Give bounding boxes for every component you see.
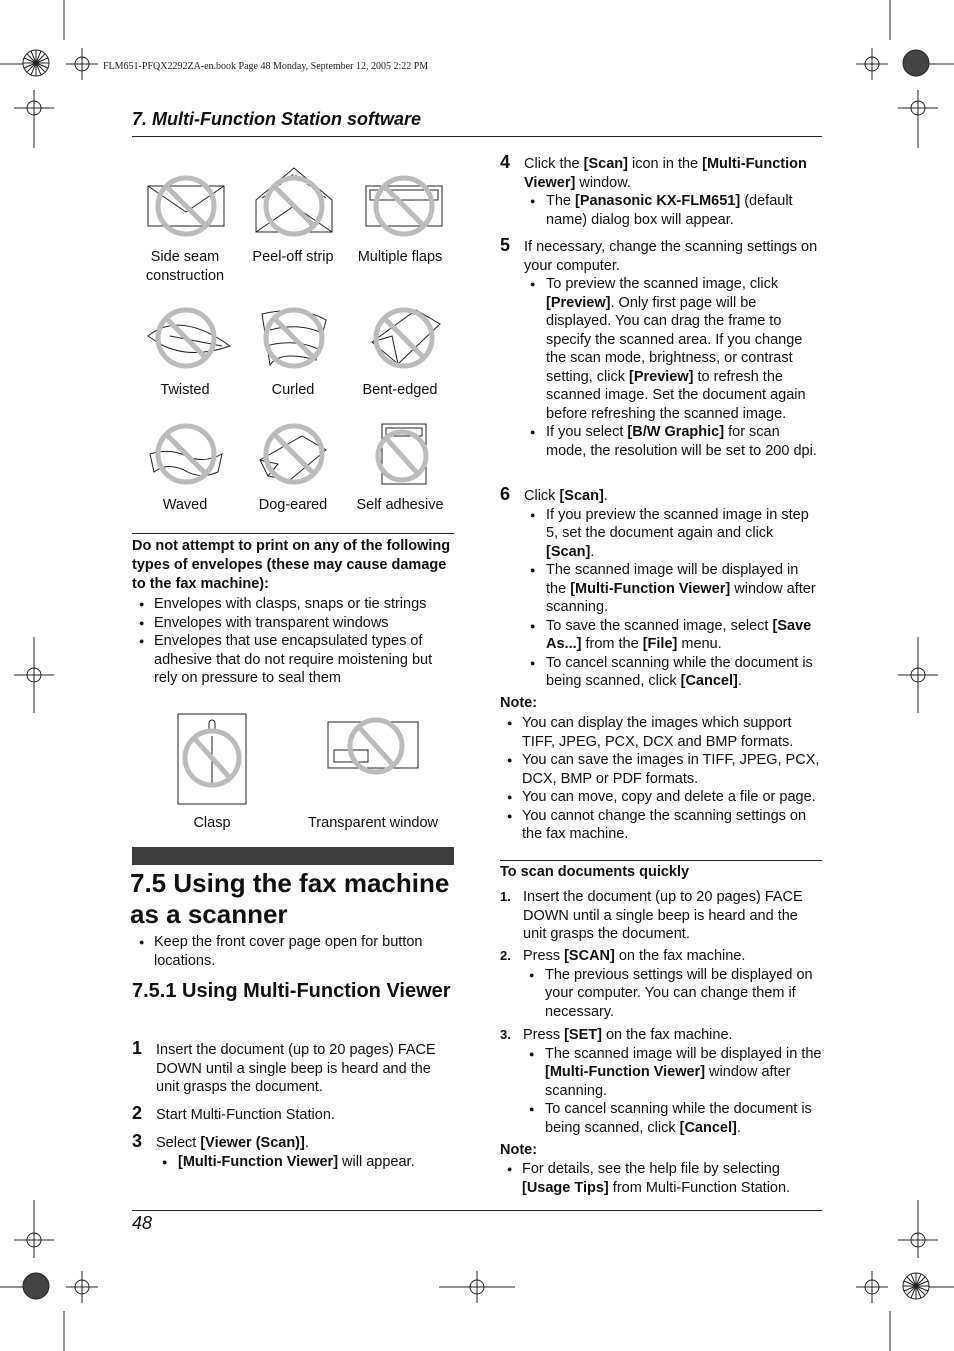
- step-5: [500, 235, 822, 460]
- step-text: Insert the document (up to 20 pages) FACE DOWN until a single beep is heard and the unit grasps the document.: [523, 889, 803, 942]
- list-item: ● If you preview the scanned image in step 5, set the document again and click [Scan].: [524, 506, 822, 562]
- section-bar: [132, 847, 454, 865]
- list-item: ● For details, see the help file by selecting [Usage Tips] from Multi-Function Station.: [500, 1160, 822, 1197]
- step-text: If necessary, change the scanning settings on your computer.: [524, 239, 818, 274]
- step-text: Press [SET] on the fax machine.: [523, 1027, 733, 1043]
- list-item: ● [Multi-Function Viewer] will appear.: [156, 1153, 478, 1172]
- label-multiple-flaps: Multiple flaps: [357, 249, 443, 265]
- list-item: ● Keep the front cover page open for button locations.: [132, 933, 454, 970]
- quick-step-1: [500, 888, 822, 944]
- step-number: 1: [132, 1038, 143, 1058]
- list-item: ● You cannot change the scanning settings on the fax machine.: [500, 807, 822, 844]
- curled-envelope-icon: [262, 310, 326, 366]
- waved-envelope-icon: [150, 426, 222, 482]
- page-number: 48: [132, 1213, 153, 1233]
- step-number: 3: [132, 1131, 143, 1151]
- list-item: ● To save the scanned image, select [Save As...] from the [File] menu.: [524, 617, 822, 654]
- label-clasp: Clasp: [193, 815, 231, 831]
- file-info-line: FLM651-PFQX2292ZA-en.book Page 48 Monday, September 12, 2005 2:22 PM: [103, 61, 429, 72]
- quick-step-3: [500, 1026, 822, 1137]
- warning-list: [132, 595, 454, 688]
- twisted-envelope-icon: [148, 310, 230, 366]
- step-number: 3.: [500, 1027, 511, 1042]
- step-sub-list: [524, 275, 822, 460]
- label-curled: Curled: [271, 382, 315, 398]
- step-sub-list: [156, 1153, 478, 1172]
- label-dog-eared: Dog-eared: [258, 497, 328, 513]
- label-side-seam: Side seam construction: [145, 249, 225, 284]
- step-text: Insert the document (up to 20 pages) FACE DOWN until a single beep is heard and the unit grasps the document.: [156, 1042, 436, 1095]
- step-text: Start Multi-Function Station.: [156, 1107, 335, 1123]
- multiple-flaps-envelope-icon: [366, 178, 442, 234]
- label-bent-edged: Bent-edged: [362, 382, 438, 398]
- step-text: Click the [Scan] icon in the [Multi-Function Viewer] window.: [524, 156, 807, 191]
- peel-off-strip-envelope-icon: [256, 168, 332, 234]
- section-title: 7. Multi-Function Station software: [132, 109, 421, 129]
- footer-rule: [132, 1210, 822, 1211]
- step-6: [500, 484, 822, 691]
- step-number: 2: [132, 1103, 143, 1123]
- step-number: 4: [500, 152, 511, 172]
- header-rule: [132, 136, 822, 137]
- self-adhesive-envelope-icon: [378, 424, 426, 484]
- clasp-envelope-icon: [178, 714, 246, 804]
- step-sub-list: [523, 966, 822, 1022]
- label-twisted: Twisted: [160, 382, 210, 398]
- label-peel-off-strip: Peel-off strip: [252, 249, 334, 265]
- bent-edged-envelope-icon: [372, 310, 440, 366]
- list-item: ● You can display the images which support TIFF, JPEG, PCX, DCX and BMP formats.: [500, 714, 822, 751]
- step-3: [132, 1131, 454, 1171]
- note-list: [500, 714, 822, 844]
- step-sub-list: [524, 192, 822, 229]
- label-self-adhesive: Self adhesive: [356, 497, 444, 513]
- dog-eared-envelope-icon: [260, 426, 326, 482]
- step-1: [132, 1038, 454, 1097]
- step-number: 2.: [500, 948, 511, 963]
- quick-scan-heading: To scan documents quickly: [500, 864, 690, 880]
- step-text: Click [Scan].: [524, 488, 608, 504]
- list-item: ● To cancel scanning while the document is being scanned, click [Cancel].: [523, 1100, 822, 1137]
- list-item: ● If you select [B/W Graphic] for scan mode, the resolution will be set to 200 dpi.: [524, 423, 822, 460]
- step-text: Press [SCAN] on the fax machine.: [523, 948, 746, 964]
- list-item: ● To cancel scanning while the document is being scanned, click [Cancel].: [524, 654, 822, 691]
- list-item: ● The scanned image will be displayed in the [Multi-Function Viewer] window after scanning.: [523, 1045, 822, 1101]
- list-item: ● You can move, copy and delete a file or page.: [500, 788, 822, 807]
- list-item: ● The [Panasonic KX-FLM651] (default name) dialog box will appear.: [524, 192, 822, 229]
- note-list: [500, 1160, 822, 1197]
- step-number: 5: [500, 235, 511, 255]
- label-waved: Waved: [162, 497, 208, 513]
- list-item: ● To preview the scanned image, click [Preview]. Only first page will be displayed. You can drag the frame to specify the scanned area. If you change the scan mode, brightness, or contrast setting, click [Preview] to refresh the scanned image. Set the document again before refreshing the scanned image.: [524, 275, 822, 423]
- transparent-window-envelope-icon: [328, 720, 418, 772]
- step-text: Select [Viewer (Scan)].: [156, 1135, 309, 1151]
- section-bullet-list: [132, 933, 454, 970]
- side-seam-envelope-icon: [148, 178, 224, 234]
- clasp-window-illustrations: [130, 706, 460, 816]
- warning-heading: Do not attempt to print on any of the following types of envelopes (these may cause damage to the fax machine):: [132, 538, 451, 592]
- section-heading: 7.5 Using the fax machine as a scanner: [130, 868, 450, 929]
- list-item: ● You can save the images in TIFF, JPEG, PCX, DCX, BMP or PDF formats.: [500, 751, 822, 788]
- note-label: Note:: [500, 1142, 538, 1158]
- list-item: ● Envelopes that use encapsulated types of adhesive that do not require moistening but rely on pressure to seal them: [132, 632, 454, 688]
- list-item: ● The previous settings will be displayed on your computer. You can change them if necessary.: [523, 966, 822, 1022]
- quick-step-2: [500, 947, 822, 1021]
- subsection-heading: 7.5.1 Using Multi-Function Viewer: [132, 980, 451, 1002]
- label-transparent-window: Transparent window: [307, 815, 439, 831]
- list-item: ● Envelopes with transparent windows: [132, 614, 454, 633]
- envelope-divider-rule: [132, 533, 454, 534]
- step-sub-list: [523, 1045, 822, 1138]
- list-item: ● Envelopes with clasps, snaps or tie strings: [132, 595, 454, 614]
- step-4: [500, 152, 822, 229]
- quick-scan-rule: [500, 860, 822, 861]
- list-item: ● The scanned image will be displayed in the [Multi-Function Viewer] window after scanning.: [524, 561, 822, 617]
- step-number: 1.: [500, 889, 511, 904]
- step-sub-list: [524, 506, 822, 691]
- note-label: Note:: [500, 695, 538, 711]
- step-2: [132, 1103, 454, 1125]
- step-number: 6: [500, 484, 511, 504]
